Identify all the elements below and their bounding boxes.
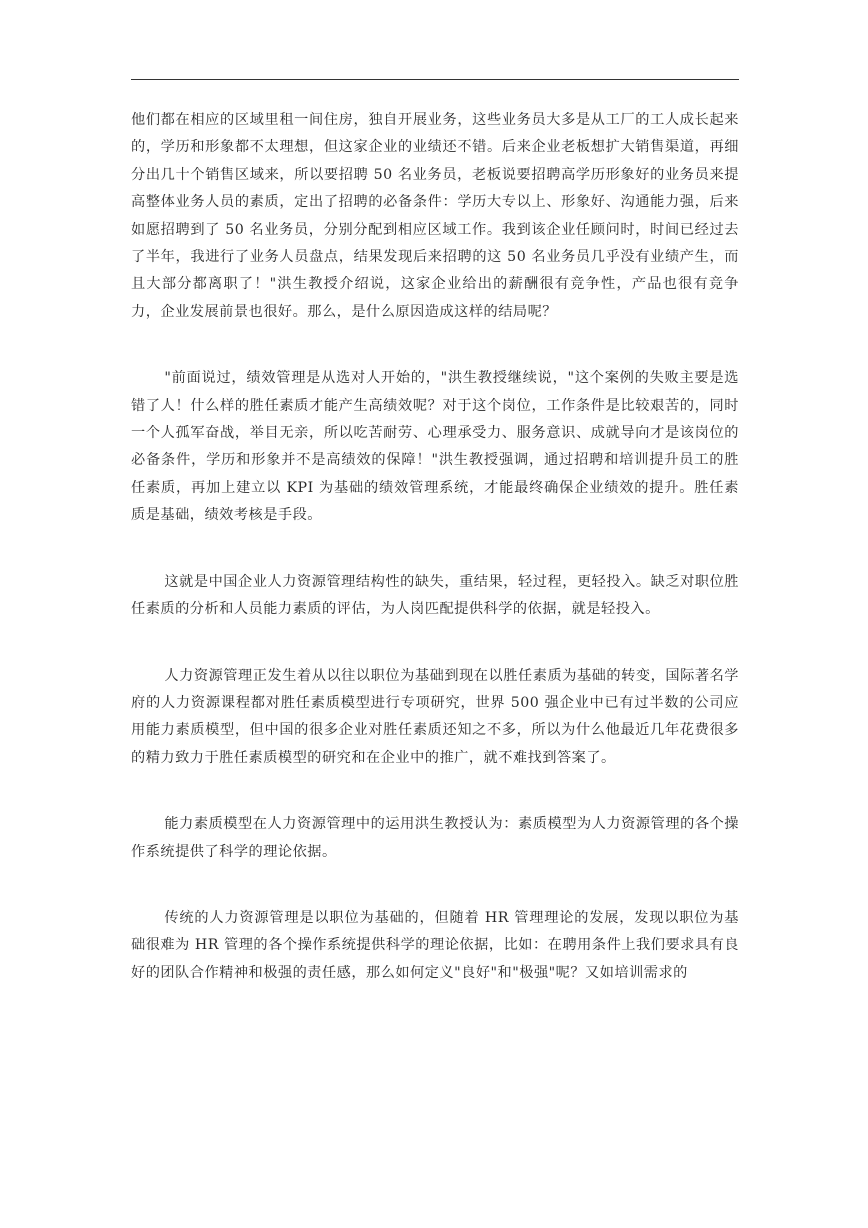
paragraph: 他们都在相应的区域里租一间住房，独自开展业务，这些业务员大多是从工厂的工人成长起来的，学历和形象都不太理想，但这家企业的业绩还不错。后来企业老板想扩大销售渠道，再细分出几十个销售区域来，所以要招聘 50 名业务员，老板说要招聘高学历形象好的业务员来提高整体业务人员的素质，定出了招聘的必备条件：学历大专以上、形象好、沟通能力强，后来如愿招聘到了 50 名业务员，分别分配到相应区域工作。我到该企业任顾问时，时间已经过去了半年，我进行了业务人员盘点，结果发现后来招聘的这 50 名业务员几乎没有业绩产生，而且大部分都离职了！"洪生教授介绍说，这家企业给出的薪酬很有竞争性，产品也很有竞争力，企业发展前景也很好。那么，是什么原因造成这样的结局呢？ — [131, 112, 739, 320]
paragraph-gap — [131, 866, 739, 905]
paragraph-gap — [131, 326, 739, 365]
paragraph-gap — [131, 624, 739, 663]
paragraph: 这就是中国企业人力资源管理结构性的缺失，重结果，轻过程，更轻投入。缺乏对职位胜任素质的分析和人员能力素质的评估，为人岗匹配提供科学的依据，就是轻投入。 — [131, 573, 739, 618]
paragraph: 人力资源管理正发生着从以往以职位为基础到现在以胜任素质为基础的转变，国际著名学府的人力资源课程都对胜任素质模型进行专项研究，世界 500 强企业中已有过半数的公司应用能力素质模型，但中国的很多企业对胜任素质还知之不多，所以为什么他最近几年花费很多的精力致力于胜任素质模型的研究和在企业中的推广，就不难找到答案了。 — [131, 667, 739, 766]
paragraph: 能力素质模型在人力资源管理中的运用洪生教授认为：素质模型为人力资源管理的各个操作系统提供了科学的理论依据。 — [131, 816, 739, 860]
document-body — [131, 107, 739, 987]
paragraph: "前面说过，绩效管理是从选对人开始的，"洪生教授继续说，"这个案例的失败主要是选错了人！什么样的胜任素质才能产生高绩效呢？对于这个岗位，工作条件是比较艰苦的，同时一个人孤军奋战，举目无亲，所以吃苦耐劳、心理承受力、服务意识、成就导向才是该岗位的必备条件，学历和形象并不是高绩效的保障！"洪生教授强调，通过招聘和培训提升员工的胜任素质，再加上建立以 KPI 为基础的绩效管理系统，才能最终确保企业绩效的提升。胜任素质是基础，绩效考核是手段。 — [131, 370, 739, 524]
paragraph-gap — [131, 530, 739, 569]
paragraph: 传统的人力资源管理是以职位为基础的，但随着 HR 管理理论的发展，发现以职位为基础很难为 HR 管理的各个操作系统提供科学的理论依据，比如：在聘用条件上我们要求具有良好的团队合作精神和极强的责任感，那么如何定义"良好"和"极强"呢？又如培训需求的 — [131, 909, 739, 981]
header-rule — [131, 79, 739, 80]
paragraph-gap — [131, 772, 739, 811]
